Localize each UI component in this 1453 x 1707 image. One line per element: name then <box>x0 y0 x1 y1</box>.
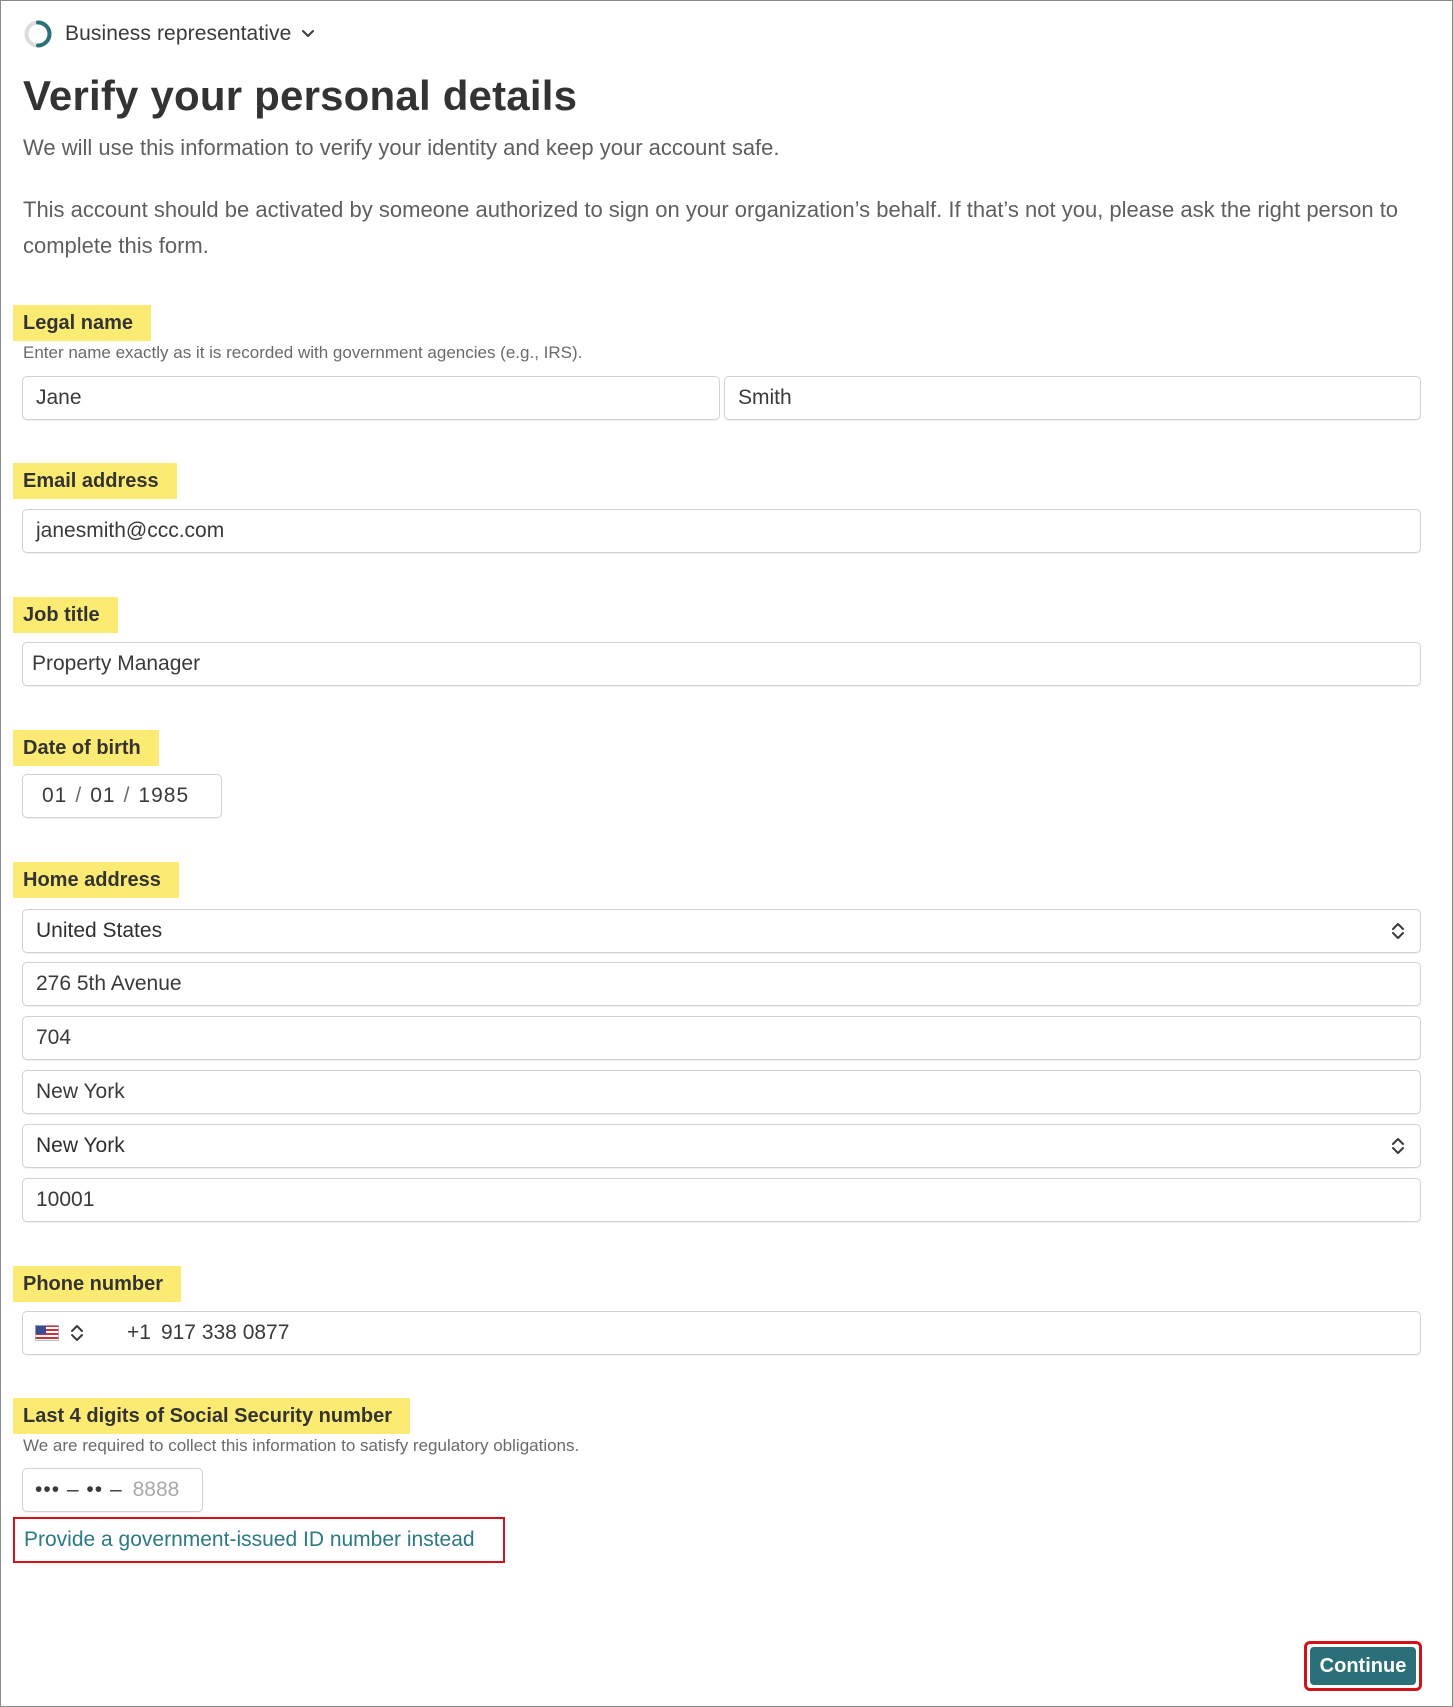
dob-label: Date of birth <box>13 730 159 766</box>
dob-year[interactable]: 1985 <box>138 784 190 807</box>
ssn-placeholder: 8888 <box>132 1478 180 1501</box>
country-code-arrows-icon[interactable] <box>69 1323 85 1343</box>
email-input[interactable]: janesmith@ccc.com <box>22 509 1421 553</box>
phone-label: Phone number <box>13 1266 181 1302</box>
dob-separator: / <box>75 784 83 807</box>
ssn-input[interactable] <box>22 1468 203 1512</box>
state-select[interactable] <box>22 1124 1421 1168</box>
step-label: Business representative <box>65 22 292 45</box>
country-value: United States <box>36 919 163 942</box>
dob-month[interactable]: 01 <box>42 784 68 807</box>
continue-annotation-box <box>1304 1641 1422 1691</box>
ssn-label: Last 4 digits of Social Security number <box>13 1398 410 1434</box>
legal-name-hint: Enter name exactly as it is recorded with government agencies (e.g., IRS). <box>23 343 583 362</box>
phone-number-value: 917 338 0877 <box>160 1321 290 1344</box>
select-arrows-icon <box>1390 921 1406 941</box>
dob-separator: / <box>123 784 131 807</box>
continue-button[interactable]: Continue <box>1310 1647 1416 1685</box>
ssn-mask: ••• – •• – <box>35 1478 123 1501</box>
select-arrows-icon <box>1390 1136 1406 1156</box>
phone-input[interactable] <box>22 1311 1421 1355</box>
progress-ring-icon <box>23 19 53 49</box>
home-address-label: Home address <box>13 862 179 898</box>
authorization-notice: This account should be activated by someone authorized to sign on your organization’s behalf. If that’s not you, please ask the right person to complete this form. <box>23 197 1399 258</box>
first-name-input[interactable]: Jane <box>22 376 720 420</box>
annotation-highlight-box <box>13 1517 505 1563</box>
ssn-hint: We are required to collect this information to satisfy regulatory obligations. <box>23 1436 580 1455</box>
city-input[interactable]: New York <box>22 1070 1421 1114</box>
government-id-link[interactable]: Provide a government-issued ID number instead <box>24 1528 475 1551</box>
dob-day[interactable]: 01 <box>90 784 116 807</box>
country-select[interactable] <box>22 909 1421 953</box>
page-subtitle: We will use this information to verify your identity and keep your account safe. <box>23 135 780 160</box>
dob-input[interactable] <box>22 774 222 818</box>
phone-country-code: +1 <box>127 1321 151 1344</box>
state-value: New York <box>36 1134 125 1157</box>
address-line1-input[interactable]: 276 5th Avenue <box>22 962 1421 1006</box>
last-name-input[interactable]: Smith <box>724 376 1421 420</box>
job-title-input[interactable]: Property Manager <box>22 642 1421 686</box>
email-label: Email address <box>13 463 177 499</box>
zip-input[interactable]: 10001 <box>22 1178 1421 1222</box>
us-flag-icon[interactable] <box>35 1325 59 1341</box>
legal-name-label: Legal name <box>13 305 151 341</box>
address-line2-input[interactable]: 704 <box>22 1016 1421 1060</box>
step-selector[interactable] <box>23 17 315 51</box>
chevron-down-icon <box>301 29 315 39</box>
job-title-label: Job title <box>13 597 118 633</box>
page-title: Verify your personal details <box>23 72 578 119</box>
